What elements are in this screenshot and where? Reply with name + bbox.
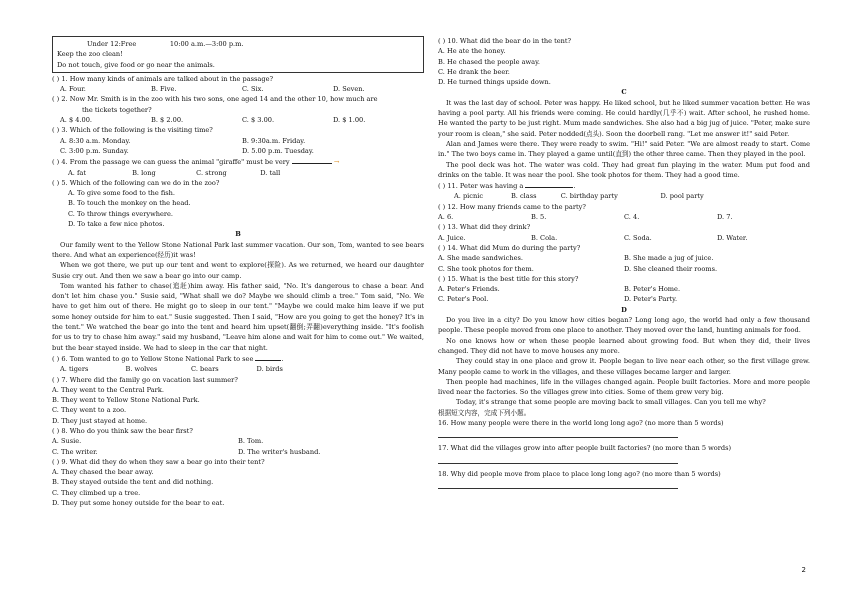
options-2 xyxy=(52,115,424,125)
option: A. He ate the honey. xyxy=(438,47,506,56)
question-17: 17. What did the villages grow into after people built factories? (no more than 5 words) xyxy=(438,444,732,453)
question-5: ( ) 5. Which of the following can we do in the zoo? xyxy=(52,178,220,187)
option: B. 5. xyxy=(531,213,547,222)
option: B. Peter's Home. xyxy=(624,285,681,294)
answer-line[interactable] xyxy=(438,428,678,438)
section-d-heading: D xyxy=(621,305,627,314)
option: A. picnic xyxy=(454,192,484,201)
option: C. $ 3.00. xyxy=(242,116,275,125)
option: D. Peter's Party. xyxy=(624,295,678,304)
option: C. strong xyxy=(196,168,227,177)
option: B. $ 2.00. xyxy=(151,116,184,125)
question-2-cont: the tickets together? xyxy=(82,105,152,114)
option: D. 7. xyxy=(717,213,733,222)
option: A. They chased the bear away. xyxy=(52,468,154,477)
passage-b-paragraph: Our family went to the Yellow Stone National Park last summer vacation. Our son, Tom, wanted to see bears there. And what an experience(经历)it was! xyxy=(52,240,424,259)
right-column xyxy=(438,36,810,494)
option: C. She took photos for them. xyxy=(438,264,534,273)
option: C. Soda. xyxy=(624,233,652,242)
options-14b xyxy=(438,264,810,274)
arrow-icon: → xyxy=(333,158,340,167)
option: A. Juice. xyxy=(438,233,466,242)
option: B. long xyxy=(132,168,156,177)
question-18: 18. Why did people move from place to place long long ago? (no more than 5 words) xyxy=(438,469,721,478)
question-11-text: ( ) 11. Peter was having a xyxy=(438,182,524,191)
option: C. birthday party xyxy=(560,192,618,201)
option: D. 5.00 p.m. Tuesday. xyxy=(242,146,314,155)
option: A. 8:30 a.m. Monday. xyxy=(60,136,131,145)
options-8b xyxy=(52,447,424,457)
options-11 xyxy=(438,191,810,201)
option: D. tall xyxy=(260,168,281,177)
option: D. Water. xyxy=(717,233,748,242)
option: B. He chased the people away. xyxy=(438,57,541,66)
question-9: ( ) 9. What did they do when they saw a bear go into their tent? xyxy=(52,457,265,466)
question-3: ( ) 3. Which of the following is the visiting time? xyxy=(52,126,213,135)
question-1: ( ) 1. How many kinds of animals are talked about in the passage? xyxy=(52,74,274,83)
section-c-heading: C xyxy=(621,88,627,97)
notice-line: Under 12:Free 10:00 a.m.—3:00 p.m. xyxy=(87,40,244,48)
option: C. 3:00 p.m. Sunday. xyxy=(60,146,129,155)
option: B. 9:30a.m. Friday. xyxy=(242,136,306,145)
option: A. Susie. xyxy=(52,437,82,446)
question-8: ( ) 8. Who do you think saw the bear first? xyxy=(52,426,193,435)
options-13 xyxy=(438,233,810,243)
question-2: ( ) 2. Now Mr. Smith is in the zoo with his two sons, one aged 14 and the other 10, how much are xyxy=(52,95,378,104)
notice-line: Keep the zoo clean! xyxy=(57,50,123,59)
answer-line[interactable] xyxy=(438,479,678,489)
option: B. She made a jug of juice. xyxy=(624,254,714,263)
notice-line: Do not touch, give food or go near the animals. xyxy=(57,60,215,69)
option: D. He turned things upside down. xyxy=(438,78,551,87)
passage-d-paragraph: Do you live in a city? Do you know how cities began? Long long ago, the world had only a few thousand people. These people moved from one place to another. They moved over the land, hunting animals for food. xyxy=(438,316,810,335)
option: A. They went to the Central Park. xyxy=(52,385,164,394)
option: D. The writer's husband. xyxy=(238,447,321,456)
passage-d-paragraph: Then people had machines, life in the villages changed again. People built factories. More and more people lived near the factories. So the villages grew into cities. Some of them grew very big. xyxy=(438,377,810,397)
passage-b-paragraph: Tom wanted his father to chase(追赶)him away. His father said, "No. It's dangerous to chase a bear. And don't let him chase you." Susie said, "What shall we do? Maybe we should climb a tree." Tom said, "No. We have to get him out of there. He might go to sleep in our tent." "Maybe we could make him leave if we put some honey outside for him to eat." Susie suggested. Then I said, "How are you going to get the honey? It's in the tent." We watched the bear go into the tent and heard him upset(翻倒;弄翻)everything inside. "It's foolish for us to try to chase him away." said my husband, "Leave him alone and wait for him to come out." We waited, but the bear stayed inside. We had to sleep in the car that night. xyxy=(52,281,424,352)
option: D. birds xyxy=(256,365,283,374)
option: B. wolves xyxy=(125,365,158,374)
option: C. They climbed up a tree. xyxy=(52,488,141,497)
option: B. Five. xyxy=(151,85,177,94)
passage-c-paragraph: It was the last day of school. Peter was happy. He liked school, but he liked summer vacation better. He was having a pool party. All his friends were coming. He could hardly(几乎不) wait. After school, he rushed home. He wanted the party to be just right. Mum made sandwiches. She also had a big jug of juice. "Peter, make sure your room is clean," she said. Peter nodded(点头). Soon the doorbell rang. "Let me answer it!" said Peter. xyxy=(438,98,810,138)
answer-line[interactable] xyxy=(438,454,678,464)
zoo-notice-box xyxy=(52,36,424,73)
options-3a xyxy=(52,136,424,146)
option: C. bears xyxy=(191,365,219,374)
option: A. She made sandwiches. xyxy=(438,254,523,263)
option: D. They put some honey outside for the bear to eat. xyxy=(52,499,225,508)
option: A. To give some food to the fish. xyxy=(68,189,175,198)
question-4-text: ( ) 4. From the passage we can guess the animal "giraffe" must be very xyxy=(52,158,290,167)
options-15b xyxy=(438,294,810,304)
option: C. Six. xyxy=(242,85,264,94)
passage-c-paragraph: Alan and James were there. They were ready to swim. "Hi!" said Peter. "We are almost ready to start. Come in." The two boys came in. They played a game until(直到) the other three came. Then they played in the pool. xyxy=(438,139,810,159)
option: C. They went to a zoo. xyxy=(52,406,127,415)
option: A. tigers xyxy=(60,365,89,374)
option: C. 4. xyxy=(624,213,640,222)
options-15a xyxy=(438,284,810,294)
page-number: 2 xyxy=(801,566,806,574)
options-4 xyxy=(52,168,424,178)
option: C. He drank the beer. xyxy=(438,67,510,76)
question-6-text: ( ) 6. Tom wanted to go to Yellow Stone National Park to see xyxy=(52,354,254,363)
passage-d-paragraph: Today, it's strange that some people are moving back to small villages. Can you tell me why? xyxy=(456,398,766,407)
option: C. Peter's Pool. xyxy=(438,295,489,304)
answer-blank xyxy=(525,180,573,188)
question-15: ( ) 15. What is the best title for this story? xyxy=(438,274,579,283)
option: B. Tom. xyxy=(238,437,264,446)
question-13: ( ) 13. What did they drink? xyxy=(438,223,531,232)
options-1 xyxy=(52,84,424,94)
option: D. pool party xyxy=(660,192,704,201)
section-b-heading: B xyxy=(235,230,241,239)
option: A. fat xyxy=(68,168,86,177)
answer-blank xyxy=(255,353,281,361)
option: B. Cola. xyxy=(531,233,558,242)
question-4 xyxy=(52,156,424,167)
passage-d-paragraph: They could stay in one place and grow it. People began to live near each other, so the first village grew. Many people came to work in the villages, and these villages became larger and larger. xyxy=(438,357,810,376)
option: A. Peter's Friends. xyxy=(438,285,500,294)
question-10: ( ) 10. What did the bear do in the tent? xyxy=(438,37,572,45)
option: C. To throw things everywhere. xyxy=(68,209,174,218)
option: A. $ 4.00. xyxy=(60,116,93,125)
options-14a xyxy=(438,253,810,263)
options-6 xyxy=(52,364,424,374)
options-12 xyxy=(438,212,810,222)
question-7: ( ) 7. Where did the family go on vacation last summer? xyxy=(52,375,238,384)
question-16: 16. How many people were there in the world long long ago? (no more than 5 words) xyxy=(438,418,724,427)
option: D. $ 1.00. xyxy=(333,116,366,125)
left-column xyxy=(52,36,424,508)
passage-b-paragraph: When we got there, we put up our tent and went to explore(探险). As we returned, we heard our daughter Susie cry out. And then we saw a bear go into our camp. xyxy=(52,261,424,280)
option: A. 6. xyxy=(438,213,454,222)
passage-c-paragraph: The pool deck was hot. The water was cold. They had great fun playing in the water. Mum put food and drinks on the table. It was near the pool. She took photos for them. They had a good time. xyxy=(438,160,810,179)
option: A. Four. xyxy=(60,85,86,94)
options-8a xyxy=(52,436,424,446)
option: D. They just stayed at home. xyxy=(52,416,148,425)
option: B. They went to Yellow Stone National Park. xyxy=(52,396,200,405)
question-11: ( ) 11. Peter was having a . xyxy=(438,182,576,191)
question-14: ( ) 14. What did Mum do during the party? xyxy=(438,243,581,252)
option: D. She cleaned their rooms. xyxy=(624,264,718,273)
options-3b xyxy=(52,146,424,156)
passage-d-paragraph: No one knows how or when these people learned about growing food. But when they did, their lives changed. They did not have to move houses any more. xyxy=(438,336,810,355)
option: B. They stayed outside the tent and did nothing. xyxy=(52,478,214,487)
option: D. To take a few nice photos. xyxy=(68,220,165,229)
answer-blank xyxy=(292,156,332,164)
question-6: ( ) 6. Tom wanted to go to Yellow Stone National Park to see . xyxy=(52,354,284,363)
option: B. To touch the monkey on the head. xyxy=(68,199,191,208)
option: C. The writer. xyxy=(52,447,98,456)
question-12: ( ) 12. How many friends came to the party? xyxy=(438,202,586,211)
instruction-text: 根据短文内容，完成下列小题。 xyxy=(438,408,531,417)
option: B. class xyxy=(510,192,537,201)
option: D. Seven. xyxy=(333,85,365,94)
